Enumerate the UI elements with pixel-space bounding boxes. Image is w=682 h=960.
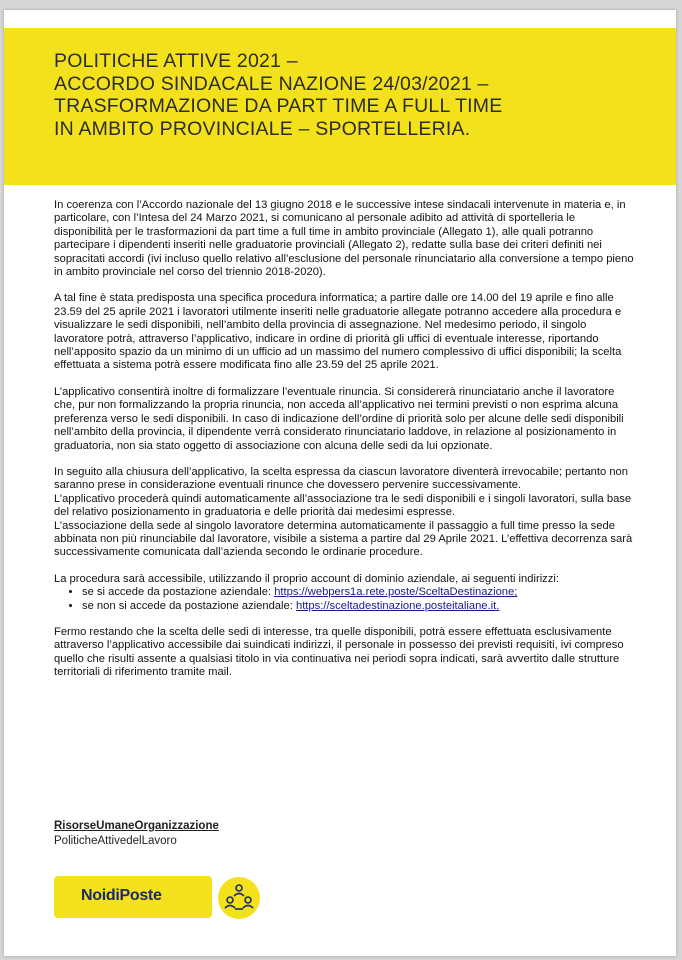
- title-line: IN AMBITO PROVINCIALE – SPORTELLERIA.: [54, 117, 471, 140]
- document-title: [54, 50, 654, 140]
- link-prefix: se non si accede da postazione aziendale:: [82, 599, 296, 612]
- logo-text: NoidiPoste: [81, 887, 162, 904]
- list-item: [82, 600, 634, 613]
- link-prefix: se si accede da postazione aziendale:: [82, 586, 275, 599]
- title-line: POLITICHE ATTIVE 2021 –: [54, 50, 298, 72]
- paragraph-notifica: Fermo restando che la scelta delle sedi di interesse, tra quelle disponibili, potrà essere effettuata esclusivamente attraverso l’applicativo accessibile dai suindicati indirizzi, il personale in possesso dei previsti requisiti, ivi compreso quello che risulti assente a qualsiasi titolo in via continuativa nei periodi sopra indicati, sarà avvertito dalle strutture territoriali di riferimento tramite mail.: [54, 625, 624, 679]
- paragraph-intro: In coerenza con l’Accordo nazionale del 13 giugno 2018 e le successive intese sindacali intervenute in materia e, in particolare, con l’Intesa del 24 Marzo 2021, si comunicano al personale adibito ad attività di sportelleria le disponibilità per le trasformazioni da part time a full time in ambito provinciale (Allegato 1), alle quali potranno partecipare i dipendenti inseriti nelle graduatorie provinciali (Allegato 2), redatte sulla base dei criteri definiti nei sopracitati accordi (ivi incluso quello relativo all’esclusione del personale rinunciatario alla conversione a tempo pieno in ambito provinciale nel corso del triennio 2018-2020).: [54, 199, 634, 279]
- list-item: [82, 586, 634, 599]
- signature-department: RisorseUmaneOrganizzazione: [54, 820, 219, 832]
- internal-url-link[interactable]: https://webpers1a.rete.poste/SceltaDestinazione;: [274, 586, 518, 599]
- signature-block: [54, 820, 219, 847]
- title-line: ACCORDO SINDACALE NAZIONE 24/03/2021 –: [54, 72, 489, 95]
- title-line: TRASFORMAZIONE DA PART TIME A FULL TIME: [54, 95, 503, 117]
- paragraph-rinuncia: L’applicativo consentirà inoltre di formalizzare l’eventuale rinuncia. Si considererà rinunciatario anche il lavoratore che, pur non formalizzando la propria rinuncia, non acceda all’applicativo nei termini previsti o non esprima alcuna preferenza verso le sedi disponibili. In caso di indicazione dell’ordine di priorità solo per alcune delle sedi disponibili nell’ambito della provincia, il dipendente verrà considerato rinunciatario laddove, in relazione al posizionamento in graduatoria, non sia stato oggetto di associazione con alcuna delle sedi da lui opzionate.: [54, 385, 624, 452]
- noidiposte-logo: [54, 876, 212, 918]
- signature-office: PoliticheAttivedelLavoro: [54, 835, 177, 847]
- document-page: [4, 10, 676, 956]
- paragraph-associazione: L’applicativo procederà quindi automaticamente all’associazione tra le sedi disponibili e i singoli lavoratori, sulla base del relativo posizionamento in graduatoria e delle priorità dai medesimi espresse.: [54, 492, 632, 519]
- paragraph-accesso: La procedura sarà accessibile, utilizzando il proprio account di dominio aziendale, ai seguenti indirizzi:: [54, 572, 559, 585]
- paragraph-decorrenza: L’associazione della sede al singolo lavoratore determina automaticamente il passaggio a full time presso la sede abbinata non più rinunciabile dal lavoratore, visibile a sistema a partire dal 29 Aprile 2021. L’effettiva decorrenza sarà successivamente comunicata dall’azienda secondo le ordinarie procedure.: [54, 519, 633, 559]
- paragraph-procedure: A tal fine è stata predisposta una specifica procedura informatica; a partire dalle ore 14.00 del 19 aprile e fino alle 23.59 del 25 aprile 2021 i lavoratori utilmente inseriti nelle graduatorie allegate potranno accedere alla procedura e visualizzare le sedi disponibili, nell’ambito della provincia di assegnazione. Nel medesimo periodo, il singolo lavoratore potrà, attraverso l’applicativo, indicare in ordine di priorità gli uffici di eventuale interesse, riportando nell’apposito spazio da un minimo di un ufficio ad un massimo del numero complessivo di uffici disponibili; la scelta effettuata a sistema potrà essere modificata fino alle 23.59 del 25 aprile 2021.: [54, 292, 622, 372]
- document-body: [54, 199, 634, 693]
- paragraph-irrevocabile: In seguito alla chiusura dell’applicativo, la scelta espressa da ciascun lavoratore diventerà irrevocabile; pertanto non saranno prese in considerazione eventuali rinunce che dovessero pervenire successivamente.: [54, 465, 628, 492]
- external-url-link[interactable]: https://sceltadestinazione.posteitaliane.it.: [295, 599, 500, 612]
- access-links-list: [54, 586, 634, 613]
- people-circle-icon: [217, 876, 261, 920]
